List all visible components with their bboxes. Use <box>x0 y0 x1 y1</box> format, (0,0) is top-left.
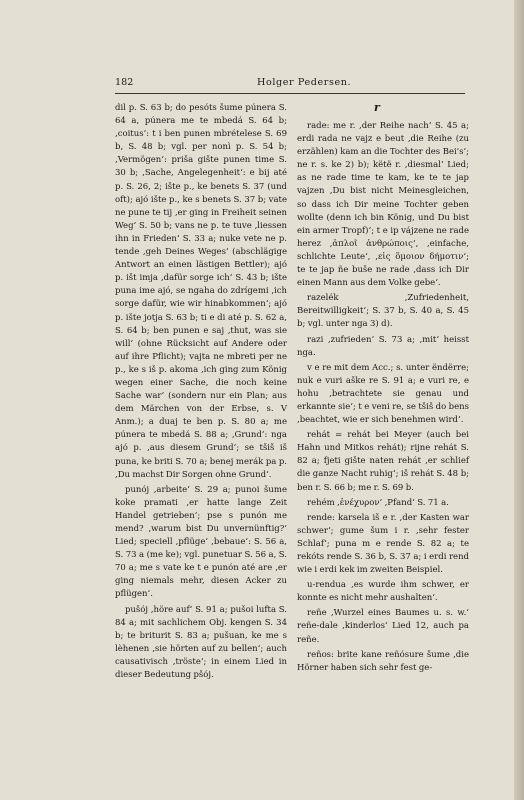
dictionary-entry-vere: v e re mit dem Acc.; s. unter ëndërre; nuk e vuri aške re S. 91 a; e vuri re, e hohu ‚betrachtete sie genau und erkannte sie‘; t e veni re, se tšiš do bens ‚beachtet, wie er sich benehmen wird‘. <box>297 362 469 426</box>
dictionary-entry-punoj: punój ‚arbeite‘ S. 29 a; punoi šume koke pramati ‚er hatte lange Zeit Handel getrieben‘; pse s punón me mend? ‚warum bist Du unvernünftig?‘ Lied; speciell ‚pflüge‘ ‚bebaue‘: S. 56 a, S. 73 a (me ke); vgl. punetuar S. 56 a, S. 70 a; me s vate ke t e punón até are ‚er ging niemals mehr, diesen Acker zu pflügen‘. <box>115 484 287 600</box>
page-gutter-shadow <box>514 0 524 800</box>
dictionary-entry-renos: reños: brite kane reñósure šume ‚die Hörner haben sich sehr fest ge- <box>297 649 469 673</box>
dictionary-entry-razi: razi ‚zufrieden‘ S. 73 a; ‚mit‘ heisst nga. <box>297 334 469 358</box>
dictionary-entry-rade: rade: me r. ‚der Reihe nach‘ S. 45 a; erdi rada ne vajz e beut ‚die Reihe (zu erzählen) kam an die Tochter des Bei's‘; ne r. s. ke 2) b); këtë r. ‚diesmal‘ Lied; as ne rade time te kam, ke te te jap vajzen ‚Du bist nicht Meinesgleichen, so dass ich Dir meine Tochter geben wollte (denn ich bin König, und Du bist ein armer Tropf)‘; t e ip vájzene ne rade herez ‚ἁπλοῖ ἀνθρώποις‘, ‚einfache, schlichte Leute‘, ‚εἰς ὅμοιον δήμοτιν‘; te te jap ñe buše ne rade ‚dass ich Dir einen Mann aus dem Volke gebe‘. <box>297 121 469 289</box>
dictionary-entry-pune-continued: dil p. S. 63 b; do pesóts šume púnera S. 64 a, púnera me te mbedá S. 64 b; ‚coitus‘: t i ben punen mbrételese S. 69 b, S. 48 b; vgl. per nonì p. S. 54 b; ‚Vermögen‘: priša gište punen time S. 30 b; ‚Sache, Angelegenheit‘: e bij até p. S. 26, 2; ište p., ke benets S. 37 (und oft); ajó ište p., ke s benets S. 37 b; vate ne pune te tij ‚er ging in Freiheit seinen Weg‘ S. 50 b; vans ne p. te tuve ‚liessen ihn in Frieden‘ S. 33 a; nuke vete ne p. tende ‚geh Deines Weges‘ (abschlägige Antwort an einen lästigen Bettler); ajó p. išt imja ‚dafür sorge ich‘ S. 43 b; ište puna ime ajó, se ngaha do zdrígemi ‚ich sorge dafür, wie wir hinabkommen‘; ajó p. ište jotja S. 63 b; ti e di até p. S. 62 a, S. 64 b; ben punen e saj ‚thut, was sie will‘ (ohne Rücksicht auf Andere oder auf ihre Pflicht); vajta ne mbreti per ne p., ke s iš p. akoma ‚ich ging zum König wegen einer Sache, die noch keine Sache war‘ (sondern nur ein Plan; aus dem Märchen von der Erbse, s. V Anm.); a duaj te ben p. S. 80 a; me púnera te mbedá S. 88 a; ‚Grund‘: nga ajó p. ‚aus diesem Grund‘; se tšiš iš puna, ke briti S. 70 a; benej merák pa p. ‚Du machst Dir Sorgen ohne Grund‘. <box>115 103 287 480</box>
dictionary-entry-rende: rende: karsela iš e r. ‚der Kasten war schwer‘; gume šum i r. ‚sehr fester Schlaf‘; puna m e rende S. 82 a; te rekóts rende S. 36 b, S. 37 a; i erdi rend wie i erdi kek im zweiten Beispiel. <box>297 512 469 576</box>
dictionary-entry-rehem: rehém ‚ἐνέχυρον‘ ‚Pfand‘ S. 71 a. <box>307 497 449 508</box>
header-rule <box>115 93 465 94</box>
dictionary-entry-rene: reñe ‚Wurzel eines Baumes u. s. w.‘ reñe-dale ‚kinderlos‘ Lied 12, auch pa reñe. <box>297 608 469 645</box>
dictionary-entry-rehat: rehát = rehát bei Meyer (auch bei Hahn und Mitkos rehát); rijne rehát S. 82 a; fjeti gište naten rehát ‚er schlief die ganze Nacht ruhig‘; iš rehát S. 48 b; ben r. S. 66 b; me r. S. 69 b. <box>297 430 469 493</box>
right-column <box>297 118 469 675</box>
page-header <box>115 76 463 90</box>
dictionary-entry-u-rendua: u-rendua ‚es wurde ihm schwer, er konnte es nicht mehr aushalten‘. <box>297 580 469 604</box>
section-letter: r <box>374 101 380 114</box>
dictionary-entry-razelek: razelék ‚Zufriedenheit, Bereitwilligkeit‘; S. 37 b, S. 40 a, S. 45 b; vgl. unter nga 3) d). <box>297 293 469 330</box>
running-head: Holger Pedersen. <box>257 77 352 88</box>
page-number: 182 <box>115 77 134 88</box>
dictionary-entry-pusoj: pušój ‚höre auf‘ S. 91 a; pušoi lufta S. 84 a; mit sachlichem Obj. kengen S. 34 b; te briturit S. 83 a; pušuan, ke me s lèhenen ‚sie hörten auf zu bellen‘; auch causativisch ‚tröste‘; in einem Lied in dieser Bedeutung pšój. <box>115 604 287 681</box>
left-column <box>115 102 287 682</box>
